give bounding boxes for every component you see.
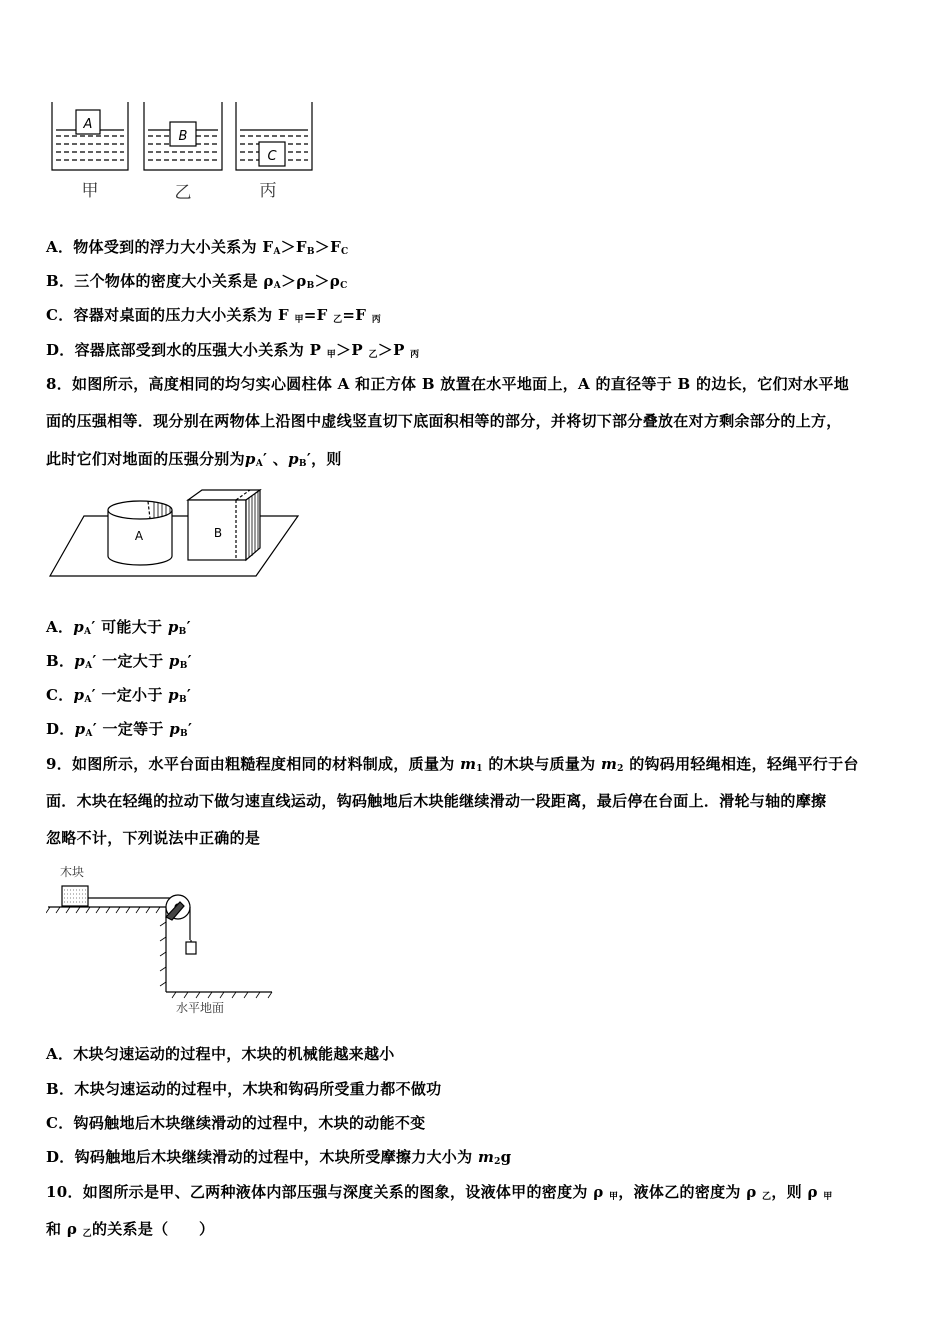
- q9-sub1: 1: [476, 764, 483, 774]
- q8-option-b-prime2: ′: [187, 652, 192, 670]
- figure-three-containers: [46, 100, 326, 205]
- q10-sub-jia-1: 甲: [609, 1192, 619, 1202]
- q8-p-b: p: [288, 450, 299, 468]
- q8-option-b: [46, 650, 192, 671]
- q10-sub-jia-2: 甲: [823, 1192, 833, 1202]
- q7-option-c-mid2: =F: [342, 306, 372, 324]
- q7-option-d-sub1: 甲: [326, 350, 337, 360]
- q8-option-a-p1: p: [73, 618, 85, 636]
- q9-line1-pre: 9．如图所示，水平台面由粗糙程度相同的材料制成，质量为: [46, 755, 461, 773]
- q7-option-b-sub2: B: [306, 281, 315, 291]
- q8-option-a-sub1: A: [84, 627, 92, 637]
- q8-option-a: [46, 616, 191, 637]
- q7-option-b-text: B．三个物体的密度大小关系是 ρ: [46, 272, 274, 290]
- q9-stem-line1: [46, 753, 859, 774]
- q8-option-b-prime1: ′: [92, 652, 97, 670]
- ground-label: 水平地面: [176, 1001, 225, 1015]
- q10-line1-post: ，则 ρ: [771, 1183, 824, 1201]
- q8-line3-pre: 此时它们对地面的压强分别为: [46, 450, 245, 468]
- q10-line1-mid: ，液体乙的密度为 ρ: [618, 1183, 763, 1201]
- cylinder-label: A: [134, 529, 144, 543]
- q7-option-a-mid1: ＞F: [280, 238, 307, 256]
- q8-sub-b: B: [298, 459, 307, 469]
- q8-stem-line2: 面的压强相等．现分别在两物体上沿图中虚线竖直切下底面积相等的部分，并将切下部分叠放在对方剩余部分的上方，: [46, 412, 842, 430]
- q9-m2: m: [600, 755, 618, 773]
- q8-option-d-prime1: ′: [92, 720, 97, 738]
- q8-stem-line3: [46, 448, 342, 469]
- q7-option-b-mid2: ＞ρ: [314, 272, 341, 290]
- q8-option-c-rel: 一定小于: [95, 686, 169, 704]
- q9-line1-post: 的钩码用轻绳相连，轻绳平行于台: [623, 755, 859, 773]
- q8-option-b-sub2: B: [179, 661, 188, 671]
- q8-option-b-sub1: A: [85, 661, 93, 671]
- q9-option-a: A．木块匀速运动的过程中，木块的机械能越来越小: [46, 1045, 395, 1063]
- q8-option-d-prime2: ′: [187, 720, 193, 738]
- container-label-yi: 乙: [174, 183, 192, 203]
- q7-option-a-text: A．物体受到的浮力大小关系为 F: [46, 238, 274, 256]
- q7-option-b-sub3: C: [340, 281, 348, 291]
- q9-option-d-pre: D．钩码触地后木块继续滑动的过程中，木块所受摩擦力大小为: [46, 1148, 478, 1166]
- q7-option-a-sub2: B: [306, 247, 315, 257]
- block-label-c: C: [267, 149, 277, 164]
- q8-option-d-p2: p: [169, 720, 181, 738]
- q10-sub-yi-2: 乙: [82, 1229, 92, 1239]
- q10-line2-post: 的关系是（ ）: [91, 1220, 215, 1238]
- q8-option-d-sub1: A: [85, 729, 93, 739]
- q8-option-b-p2: p: [168, 652, 180, 670]
- q9-option-d-post: g: [500, 1148, 512, 1166]
- q10-line1-pre: 10．如图所示是甲、乙两种液体内部压强与深度关系的图象，设液体甲的密度为 ρ: [46, 1183, 609, 1201]
- q9-stem-line2: 面．木块在轻绳的拉动下做匀速直线运动，钩码触地后木块能继续滑动一段距离，最后停在台面上．滑轮与轴的摩擦: [46, 792, 827, 810]
- q7-option-c-sub1: 甲: [294, 315, 304, 325]
- q7-option-c-sub3: 丙: [371, 315, 382, 325]
- block-label-b: B: [178, 129, 188, 144]
- q8-option-c-letter: C．: [46, 686, 74, 704]
- q7-option-b-mid1: ＞ρ: [280, 272, 307, 290]
- q8-sep: 、: [267, 450, 289, 468]
- q9-option-d-m: m: [477, 1148, 495, 1166]
- q9-stem-line3: 忽略不计，下列说法中正确的是: [46, 829, 261, 847]
- q8-option-a-prime2: ′: [186, 618, 191, 636]
- q9-option-c: C．钩码触地后木块继续滑动的过程中，木块的动能不变: [46, 1114, 426, 1132]
- figure-pulley-block: [46, 862, 286, 1022]
- q9-line1-mid: 的木块与质量为: [482, 755, 601, 773]
- q8-option-d-rel: 一定等于: [96, 720, 170, 738]
- q8-prime-a: ′: [263, 450, 268, 468]
- container-label-bing: 丙: [259, 181, 277, 201]
- q8-option-c-sub1: A: [84, 695, 92, 705]
- q8-option-c-sub2: B: [178, 695, 187, 705]
- q9-sub2: 2: [617, 764, 624, 774]
- q8-option-c: [46, 684, 191, 705]
- q8-option-a-prime1: ′: [91, 618, 96, 636]
- q7-option-d-mid1: ＞P: [336, 341, 369, 359]
- q8-option-a-p2: p: [167, 618, 179, 636]
- figure-cylinder-cube: [46, 488, 306, 580]
- q10-sub-yi-1: 乙: [762, 1192, 772, 1202]
- q8-option-a-rel: 可能大于: [95, 618, 168, 636]
- q8-option-a-letter: A．: [46, 618, 74, 636]
- q7-option-d-text: D．容器底部受到水的压强大小关系为 P: [46, 341, 327, 359]
- q8-stem-line1: 8．如图所示，高度相同的均匀实心圆柱体 A 和正方体 B 放置在水平地面上，A 的直径等于 B 的边长，它们对水平地: [46, 375, 850, 393]
- q7-option-a-mid2: ＞F: [314, 238, 342, 256]
- block-label: 木块: [60, 865, 85, 879]
- q7-option-c: [46, 304, 381, 325]
- q8-sub-a: A: [255, 459, 263, 469]
- q9-option-b: B．木块匀速运动的过程中，木块和钩码所受重力都不做功: [46, 1080, 442, 1098]
- q8-option-c-p1: p: [73, 686, 85, 704]
- q8-option-b-p1: p: [74, 652, 86, 670]
- q7-option-c-mid1: =F: [303, 306, 334, 324]
- q7-option-b-sub1: A: [273, 281, 281, 291]
- q7-option-d-mid2: ＞P: [377, 341, 411, 359]
- q8-option-c-prime1: ′: [91, 686, 96, 704]
- q7-option-a-sub1: A: [273, 247, 281, 257]
- q8-option-d-letter: D．: [46, 720, 75, 738]
- cube-label: B: [213, 526, 223, 540]
- q8-p-a: p: [244, 450, 256, 468]
- q8-line3-post: ，则: [311, 450, 342, 468]
- q7-option-d-sub2: 乙: [368, 350, 378, 360]
- q8-option-b-letter: B．: [46, 652, 75, 670]
- q8-option-d-p1: p: [74, 720, 86, 738]
- q8-option-d: [46, 718, 192, 739]
- q7-option-c-sub2: 乙: [333, 315, 343, 325]
- q8-option-c-prime2: ′: [186, 686, 192, 704]
- q9-option-d: [46, 1146, 511, 1167]
- q7-option-d-sub3: 丙: [410, 350, 420, 360]
- q10-stem-line1: [46, 1181, 833, 1202]
- q8-option-a-sub2: B: [178, 627, 187, 637]
- q9-option-d-sub: 2: [494, 1157, 501, 1167]
- container-label-jia: 甲: [81, 181, 99, 201]
- q7-option-a-sub3: C: [341, 247, 349, 257]
- q8-option-d-sub2: B: [180, 729, 188, 739]
- q10-line2-pre: 和 ρ: [46, 1220, 83, 1238]
- q7-option-b: [46, 270, 348, 291]
- q8-option-b-rel: 一定大于: [96, 652, 169, 670]
- block-label-a: A: [83, 117, 93, 132]
- q9-m1: m: [460, 755, 477, 773]
- q8-prime-b: ′: [306, 450, 312, 468]
- q7-option-a: [46, 236, 349, 257]
- q10-stem-line2: [46, 1218, 214, 1239]
- q7-option-c-text: C．容器对桌面的压力大小关系为 F: [46, 306, 295, 324]
- q7-option-d: [46, 339, 419, 360]
- q8-option-c-p2: p: [168, 686, 179, 704]
